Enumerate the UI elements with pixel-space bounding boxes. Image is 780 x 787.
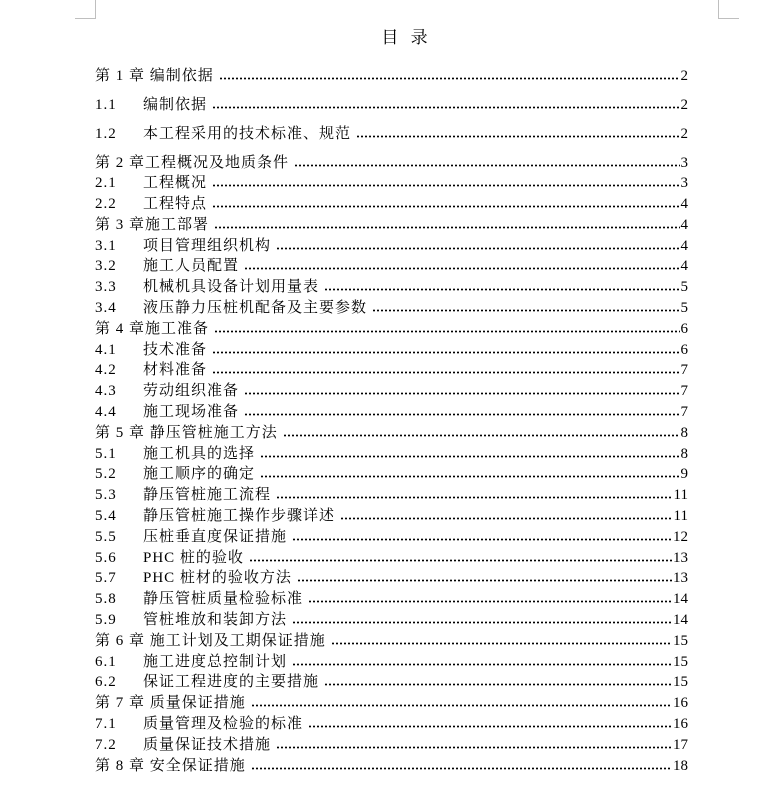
- page-number: 11: [673, 487, 688, 504]
- toc-chapter-entry[interactable]: [95, 756, 688, 777]
- toc-section-entry[interactable]: [95, 120, 688, 149]
- section-number: 5.1: [95, 445, 117, 462]
- toc-section-entry[interactable]: [95, 714, 688, 735]
- margin-corner-mark: [718, 18, 739, 19]
- chapter-title: 第 2 章工程概况及地质条件: [95, 154, 290, 171]
- page-number: 7: [680, 404, 688, 421]
- page-number: 17: [673, 736, 688, 753]
- chapter-title: 第 4 章施工准备: [95, 320, 210, 337]
- section-number: 3.3: [95, 279, 117, 296]
- section-title: 压桩垂直度保证措施: [143, 528, 288, 545]
- toc-section-entry[interactable]: [95, 444, 688, 465]
- section-title: 项目管理组织机构: [143, 237, 272, 254]
- toc-section-entry[interactable]: [95, 652, 688, 673]
- section-title: 施工顺序的确定: [143, 466, 256, 483]
- section-number: 4.1: [95, 341, 117, 358]
- page-number: 4: [680, 237, 688, 254]
- section-number: 3.1: [95, 237, 117, 254]
- section-title: 编制依据: [143, 96, 208, 113]
- page-number: 15: [673, 653, 688, 670]
- section-number: 1.2: [95, 125, 117, 142]
- toc-section-entry[interactable]: [95, 194, 688, 215]
- dot-leader: [244, 267, 679, 270]
- toc-section-entry[interactable]: [95, 91, 688, 120]
- page-number: 5: [680, 300, 688, 317]
- dot-leader: [260, 475, 679, 478]
- toc-chapter-entry[interactable]: [95, 215, 688, 236]
- page-number: 3: [680, 175, 688, 192]
- section-title: PHC 桩材的验收方法: [143, 570, 292, 587]
- page-number: 14: [673, 591, 688, 608]
- toc-chapter-entry[interactable]: [95, 153, 688, 174]
- toc-chapter-group: [95, 215, 688, 319]
- toc-heading: 目 录: [381, 28, 432, 47]
- toc-section-entry[interactable]: [95, 548, 688, 569]
- section-title: 机械机具设备计划用量表: [143, 279, 320, 296]
- section-title: 技术准备: [143, 341, 208, 358]
- section-number: 2.1: [95, 175, 117, 192]
- dot-leader: [292, 663, 672, 666]
- section-number: 1.1: [95, 96, 117, 113]
- section-title: 静压管桩施工流程: [143, 487, 272, 504]
- dot-leader: [297, 579, 672, 582]
- margin-corner-mark: [75, 18, 96, 19]
- page-number: 12: [673, 528, 688, 545]
- dot-leader: [244, 392, 679, 395]
- toc-chapter-group: [95, 62, 688, 153]
- toc-chapter-group: [95, 153, 688, 215]
- toc-chapter-entry[interactable]: [95, 423, 688, 444]
- dot-leader: [292, 621, 672, 624]
- dot-leader: [212, 205, 679, 208]
- section-title: 劳动组织准备: [143, 383, 240, 400]
- section-number: 5.5: [95, 528, 117, 545]
- dot-leader: [212, 371, 679, 374]
- section-number: 2.2: [95, 196, 117, 213]
- section-title: 工程概况: [143, 175, 208, 192]
- section-title: 施工进度总控制计划: [143, 653, 288, 670]
- toc-section-entry[interactable]: [95, 568, 688, 589]
- section-title: 保证工程进度的主要措施: [143, 674, 320, 691]
- dot-leader: [219, 77, 680, 80]
- dot-leader: [214, 226, 679, 229]
- toc-section-entry[interactable]: [95, 672, 688, 693]
- toc-section-entry[interactable]: [95, 610, 688, 631]
- section-title: 施工机具的选择: [143, 445, 256, 462]
- dot-leader: [324, 288, 679, 291]
- section-number: 3.2: [95, 258, 117, 275]
- page-number: 4: [680, 196, 688, 213]
- dot-leader: [214, 330, 679, 333]
- section-title: 静压管桩质量检验标准: [143, 591, 304, 608]
- chapter-title: 第 1 章 编制依据: [95, 67, 214, 84]
- dot-leader: [251, 704, 672, 707]
- toc-chapter-group: [95, 693, 688, 755]
- page-number: 6: [680, 320, 688, 337]
- section-number: 5.9: [95, 612, 117, 629]
- toc-chapter-group: [95, 631, 688, 693]
- section-number: 5.6: [95, 549, 117, 566]
- page-number: 4: [680, 258, 688, 275]
- toc-chapter-entry[interactable]: [95, 631, 688, 652]
- page-number: 7: [680, 362, 688, 379]
- page-number: 7: [680, 383, 688, 400]
- dot-leader: [372, 309, 679, 312]
- section-title: 管桩堆放和装卸方法: [143, 612, 288, 629]
- page-number: 2: [680, 96, 688, 113]
- toc-section-entry[interactable]: [95, 256, 688, 277]
- section-number: 5.2: [95, 466, 117, 483]
- toc-section-entry[interactable]: [95, 381, 688, 402]
- section-title: 液压静力压桩机配备及主要参数: [143, 300, 368, 317]
- section-number: 3.4: [95, 300, 117, 317]
- dot-leader: [251, 767, 672, 770]
- dot-leader: [308, 600, 672, 603]
- dot-leader: [276, 746, 672, 749]
- toc-section-entry[interactable]: [95, 506, 688, 527]
- table-of-contents: [95, 62, 688, 777]
- section-number: 5.8: [95, 591, 117, 608]
- section-title: 工程特点: [143, 196, 208, 213]
- section-number: 4.2: [95, 362, 117, 379]
- toc-section-entry[interactable]: [95, 340, 688, 361]
- page-number: 5: [680, 279, 688, 296]
- section-number: 5.7: [95, 570, 117, 587]
- toc-section-entry[interactable]: [95, 236, 688, 257]
- dot-leader: [331, 642, 672, 645]
- toc-section-entry[interactable]: [95, 464, 688, 485]
- dot-leader: [212, 351, 679, 354]
- dot-leader: [276, 247, 679, 250]
- toc-section-entry[interactable]: [95, 485, 688, 506]
- page-number: 14: [673, 612, 688, 629]
- section-title: 材料准备: [143, 362, 208, 379]
- page-number: 13: [673, 549, 688, 566]
- page-number: 3: [680, 154, 688, 171]
- section-number: 6.2: [95, 674, 117, 691]
- dot-leader: [294, 164, 679, 167]
- toc-chapter-entry[interactable]: [95, 62, 688, 91]
- dot-leader: [260, 455, 679, 458]
- section-title: 本工程采用的技术标准、规范: [143, 125, 352, 142]
- section-number: 7.2: [95, 736, 117, 753]
- toc-section-entry[interactable]: [95, 360, 688, 381]
- dot-leader: [356, 135, 679, 138]
- dot-leader: [244, 413, 679, 416]
- page-number: 15: [673, 632, 688, 649]
- section-title: PHC 桩的验收: [143, 549, 244, 566]
- dot-leader: [283, 434, 680, 437]
- dot-leader: [340, 517, 673, 520]
- toc-section-entry[interactable]: [95, 527, 688, 548]
- toc-section-entry[interactable]: [95, 589, 688, 610]
- page-number: 16: [673, 695, 688, 712]
- section-number: 5.4: [95, 508, 117, 525]
- toc-chapter-group: [95, 423, 688, 631]
- toc-section-entry[interactable]: [95, 298, 688, 319]
- section-number: 4.4: [95, 404, 117, 421]
- section-title: 施工现场准备: [143, 404, 240, 421]
- toc-chapter-group: [95, 319, 688, 423]
- margin-corner-mark: [95, 0, 96, 18]
- page-number: 4: [680, 216, 688, 233]
- toc-section-entry[interactable]: [95, 735, 688, 756]
- chapter-title: 第 8 章 安全保证措施: [95, 757, 246, 774]
- dot-leader: [212, 184, 679, 187]
- page-number: 2: [680, 125, 688, 142]
- section-title: 质量管理及检验的标准: [143, 716, 304, 733]
- toc-chapter-group: [95, 756, 688, 777]
- page-number: 11: [673, 508, 688, 525]
- chapter-title: 第 5 章 静压管桩施工方法: [95, 424, 278, 441]
- page-number: 13: [673, 570, 688, 587]
- toc-chapter-entry[interactable]: [95, 319, 688, 340]
- page-number: 6: [680, 341, 688, 358]
- section-title: 静压管桩施工操作步骤详述: [143, 508, 336, 525]
- page-number: 9: [680, 466, 688, 483]
- page-number: 2: [680, 67, 688, 84]
- section-title: 质量保证技术措施: [143, 736, 272, 753]
- chapter-title: 第 6 章 施工计划及工期保证措施: [95, 632, 326, 649]
- chapter-title: 第 7 章 质量保证措施: [95, 695, 246, 712]
- dot-leader: [308, 725, 672, 728]
- dot-leader: [276, 496, 673, 499]
- toc-section-entry[interactable]: [95, 402, 688, 423]
- dot-leader: [212, 106, 679, 109]
- section-number: 5.3: [95, 487, 117, 504]
- toc-chapter-entry[interactable]: [95, 693, 688, 714]
- page-number: 8: [680, 445, 688, 462]
- toc-section-entry[interactable]: [95, 277, 688, 298]
- page-number: 16: [673, 716, 688, 733]
- section-number: 7.1: [95, 716, 117, 733]
- margin-corner-mark: [718, 0, 719, 18]
- toc-section-entry[interactable]: [95, 173, 688, 194]
- section-title: 施工人员配置: [143, 258, 240, 275]
- page-number: 15: [673, 674, 688, 691]
- dot-leader: [324, 683, 672, 686]
- dot-leader: [292, 538, 672, 541]
- page-number: 18: [673, 757, 688, 774]
- section-number: 4.3: [95, 383, 117, 400]
- page-number: 8: [680, 424, 688, 441]
- chapter-title: 第 3 章施工部署: [95, 216, 210, 233]
- dot-leader: [249, 559, 672, 562]
- section-number: 6.1: [95, 653, 117, 670]
